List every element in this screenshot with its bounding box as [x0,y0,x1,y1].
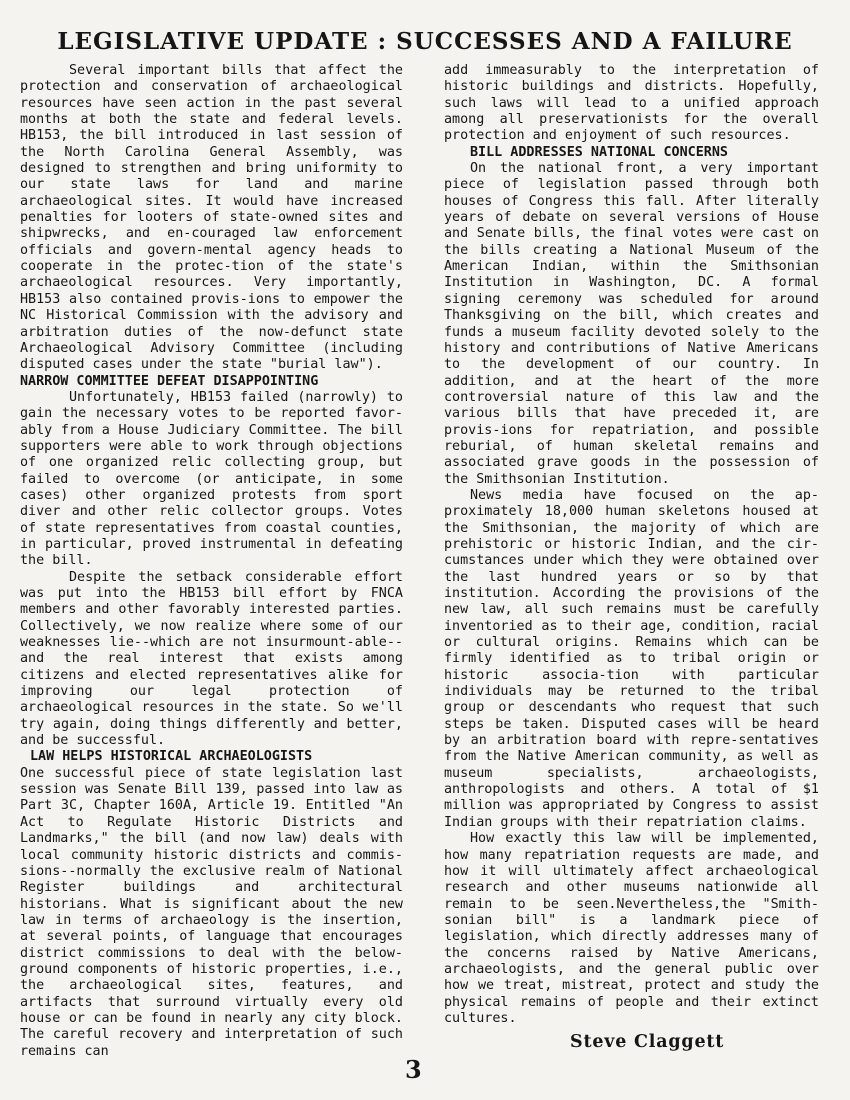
left-column [20,63,403,1060]
page-number: 3 [405,1055,422,1084]
section-heading-historical-archaeologists: LAW HELPS HISTORICAL ARCHAEOLOGISTS [30,749,313,765]
news-media-paragraph: News media have focused on the ap-proximately 18,000 human skeletons housed at the Smithsonian, the majority of which are prehistoric or historic Indian, and the cir-cumstances under which they were obtained over the last hundred years or so by that institution. According the provisions of the new law, all such remains must be carefully inventoried as to their age, condition, racial or cultural origins. Remains which can be firmly identified as to tribal origin or historic associa-tion with particular individuals may be returned to the tribal group or descendants who request that such steps be taken. Disputed cases will be heard by an arbitration board with repre-sentatives from the Native American community, as well as museum specialists, archaeologists, anthropologists and others. A total of $1 million was appropriated by Congress to assist Indian groups with their repatriation claims. [444,487,819,830]
section-heading-national-concerns: BILL ADDRESSES NATIONAL CONCERNS [470,144,728,160]
senate-bill-paragraph: One successful piece of state legislation last session was Senate Bill 139, passed into law as Part 3C, Chapter 160A, Article 19. Entitled "An Act to Regulate Historic Districts and Landmarks," the bill (and now law) deals with local community historic districts and commis-sions--normally the exclusive realm of National Register buildings and architectural historians. What is significant about the new law in terms of archaeology is the insertion, at several points, of language that encourages district commissions to deal with the below-ground components of historic properties, i.e., the archaeological sites, features, and artifacts that surround virtually every old house or can be found in nearly any city block. The careful recovery and interpretation of such remains can [20,765,403,1059]
committee-defeat-paragraph: Unfortunately, HB153 failed (narrowly) to gain the necessary votes to be reported favor-ably from a House Judiciary Committee. The bill supporters were able to work through objections of one organized relic collecting group, but failed to overcome (or anticipate, in some cases) other organized protests from sport diver and other relic collector groups. Votes of state representatives from coastal counties, in particular, proved instrumental in defeating the bill. [20,389,403,569]
setback-paragraph: Despite the setback considerable effort was put into the HB153 bill effort by FNCA members and other favorably interested parties. Collectively, we now realize where some of our weaknesses lie--which are not insurmount-able--and the real interest that exists among citizens and elected representatives alike for improving our legal protection of archaeological resources in the state. So we'll try again, doing things differently and better, and be successful. [20,569,403,749]
continued-paragraph: add immeasurably to the interpretation of historic buildings and districts. Hopefully, such laws will lead to a unified approach among all preservationists for the overall protection and enjoyment of such resources. [444,63,819,144]
author-byline: Steve Claggett [570,1032,725,1052]
implementation-paragraph: How exactly this law will be implemented, how many repatriation requests are made, and how it will ultimately affect archaeological research and other museums nationwide all remain to be seen.Nevertheless,the "Smith-sonian bill" is a landmark piece of legislation, which directly addresses many of the concerns raised by Native Americans, archaeologists, and the general public over how we treat, mistreat, protect and study the physical remains of people and their extinct cultures. [444,831,819,1026]
national-front-paragraph: On the national front, a very important piece of legislation passed through both houses of Congress this fall. After literally years of debate on several versions of House and Senate bills, the final votes were cast on the bills creating a National Museum of the American Indian, within the Smithsonian Institution in Washington, DC. A formal signing ceremony was scheduled for around Thanksgiving on the bill, which creates and funds a museum facility devoted solely to the history and contributions of Native Americans to the development of our country. In addition, and at the heart of the more controversial nature of this law and the various bills that have preceded it, are provis-ions for repatriation, and possible reburial, of human skeletal remains and associated grave goods in the possession of the Smithsonian Institution. [444,161,819,487]
right-column [444,63,819,1027]
section-heading-committee-defeat: NARROW COMMITTEE DEFEAT DISAPPOINTING [20,373,319,389]
page-title: LEGISLATIVE UPDATE : SUCCESSES AND A FAILURE [57,28,793,55]
intro-paragraph: Several important bills that affect the protection and conservation of archaeological resources have seen action in the past several months at both the state and federal levels. HB153, the bill introduced in last session of the North Carolina General Assembly, was designed to strengthen and bring uniformity to our state laws for land and marine archaeological sites. It would have increased penalties for looters of state-owned sites and shipwrecks, and en-couraged law enforcement officials and govern-mental agency heads to cooperate in the protec-tion of the state's archaeological resources. Very importantly, HB153 also contained provis-ions to empower the NC Historical Commission with the advisory and arbitration duties of the now-defunct state Archaeological Advisory Committee (including disputed cases under the state "burial law"). [20,63,403,373]
